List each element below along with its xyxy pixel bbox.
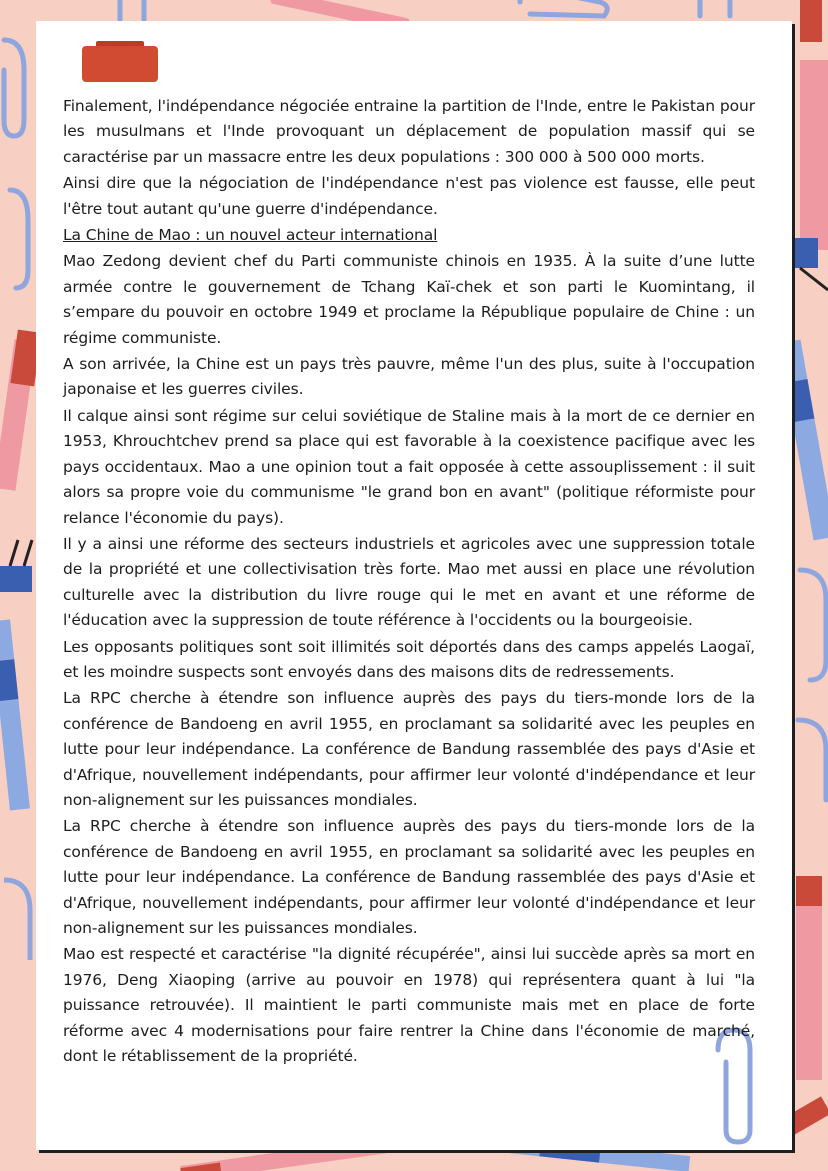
paragraph: Mao Zedong devient chef du Parti communiste chinois en 1935. À la suite d’une lutte armée contre le gouvernement de Tchang Kaï-chek et son parti le Kuomintang, il s’empare du pouvoir en octobre 1949 et proclame la République populaire de Chine : un régime communiste. [63, 252, 755, 347]
paragraph: Ainsi dire que la négociation de l'indépendance n'est pas violence est fausse, elle peut l'être tout autant qu'une guerre d'indépendance. [63, 174, 755, 218]
section-heading: La Chine de Mao : un nouvel acteur international [63, 226, 438, 245]
paragraph: Il calque ainsi sont régime sur celui soviétique de Staline mais à la mort de ce dernier en 1953, Khrouchtchev prend sa place qui est favorable à la coexistence pacifique avec les pays occidentaux. Mao a une opinion tout a fait opposée à cette assouplissement : il suit alors sa propre voie du communisme "le grand bon en avant" (politique réformiste pour relance l'économie du pays). [63, 406, 755, 527]
paragraph: Les opposants politiques sont soit illimités soit déportés dans des camps appelés Laogaï, et les moindre suspects sont envoyés dans des maisons dits de redressements. [63, 637, 755, 681]
paragraph: A son arrivée, la Chine est un pays très pauvre, même l'un des plus, suite à l'occupation japonaise et les guerres civiles. [63, 355, 755, 399]
paragraph: La RPC cherche à étendre son influence auprès des pays du tiers-monde lors de la conférence de Bandoeng en avril 1955, en proclamant sa solidarité avec les peuples en lutte pour leur indépendance. La conférence de Bandung rassemblée des pays d'Asie et d'Afrique, nouvellement indépendants, pour affirmer leur volonté d'indépendance et leur non-alignement sur les puissances mondiales. [63, 817, 755, 937]
paragraph: Il y a ainsi une réforme des secteurs industriels et agricoles avec une suppression totale de la propriété et une collectivisation très forte. Mao met aussi en place une révolution culturelle avec la distribution du livre rouge qui le met en avant et une réforme de l'éducation avec la suppression de toute référence à l'occidents ou la bourgeoisie. [63, 534, 755, 630]
paragraph: La RPC cherche à étendre son influence auprès des pays du tiers-monde lors de la conférence de Bandoeng en avril 1955, en proclamant sa solidarité avec les peuples en lutte pour leur indépendance. La conférence de Bandung rassemblée des pays d'Asie et d'Afrique, nouvellement indépendants, pour affirmer leur volonté d'indépendance et leur non-alignement sur les puissances mondiales. [63, 689, 755, 809]
paragraph: Finalement, l'indépendance négociée entraine la partition de l'Inde, entre le Pakistan pour les musulmans et l'Inde provoquant un déplacement de population massif qui se caractérise par un massacre entre les deux populations : 300 000 à 500 000 morts. [63, 97, 755, 166]
paragraph: Mao est respecté et caractérise "la dignité récupérée", ainsi lui succède après sa mort en 1976, Deng Xiaoping (arrive au pouvoir en 1978) qui représentera quant à lui "la puissance retrouvée). Il maintient le parti communiste mais met en place de forte réforme avec 4 modernisations pour faire rentrer la Chine dans l'économie de marché, dont le rétablissement de la propriété. [63, 945, 755, 1066]
document-body [63, 94, 755, 1070]
